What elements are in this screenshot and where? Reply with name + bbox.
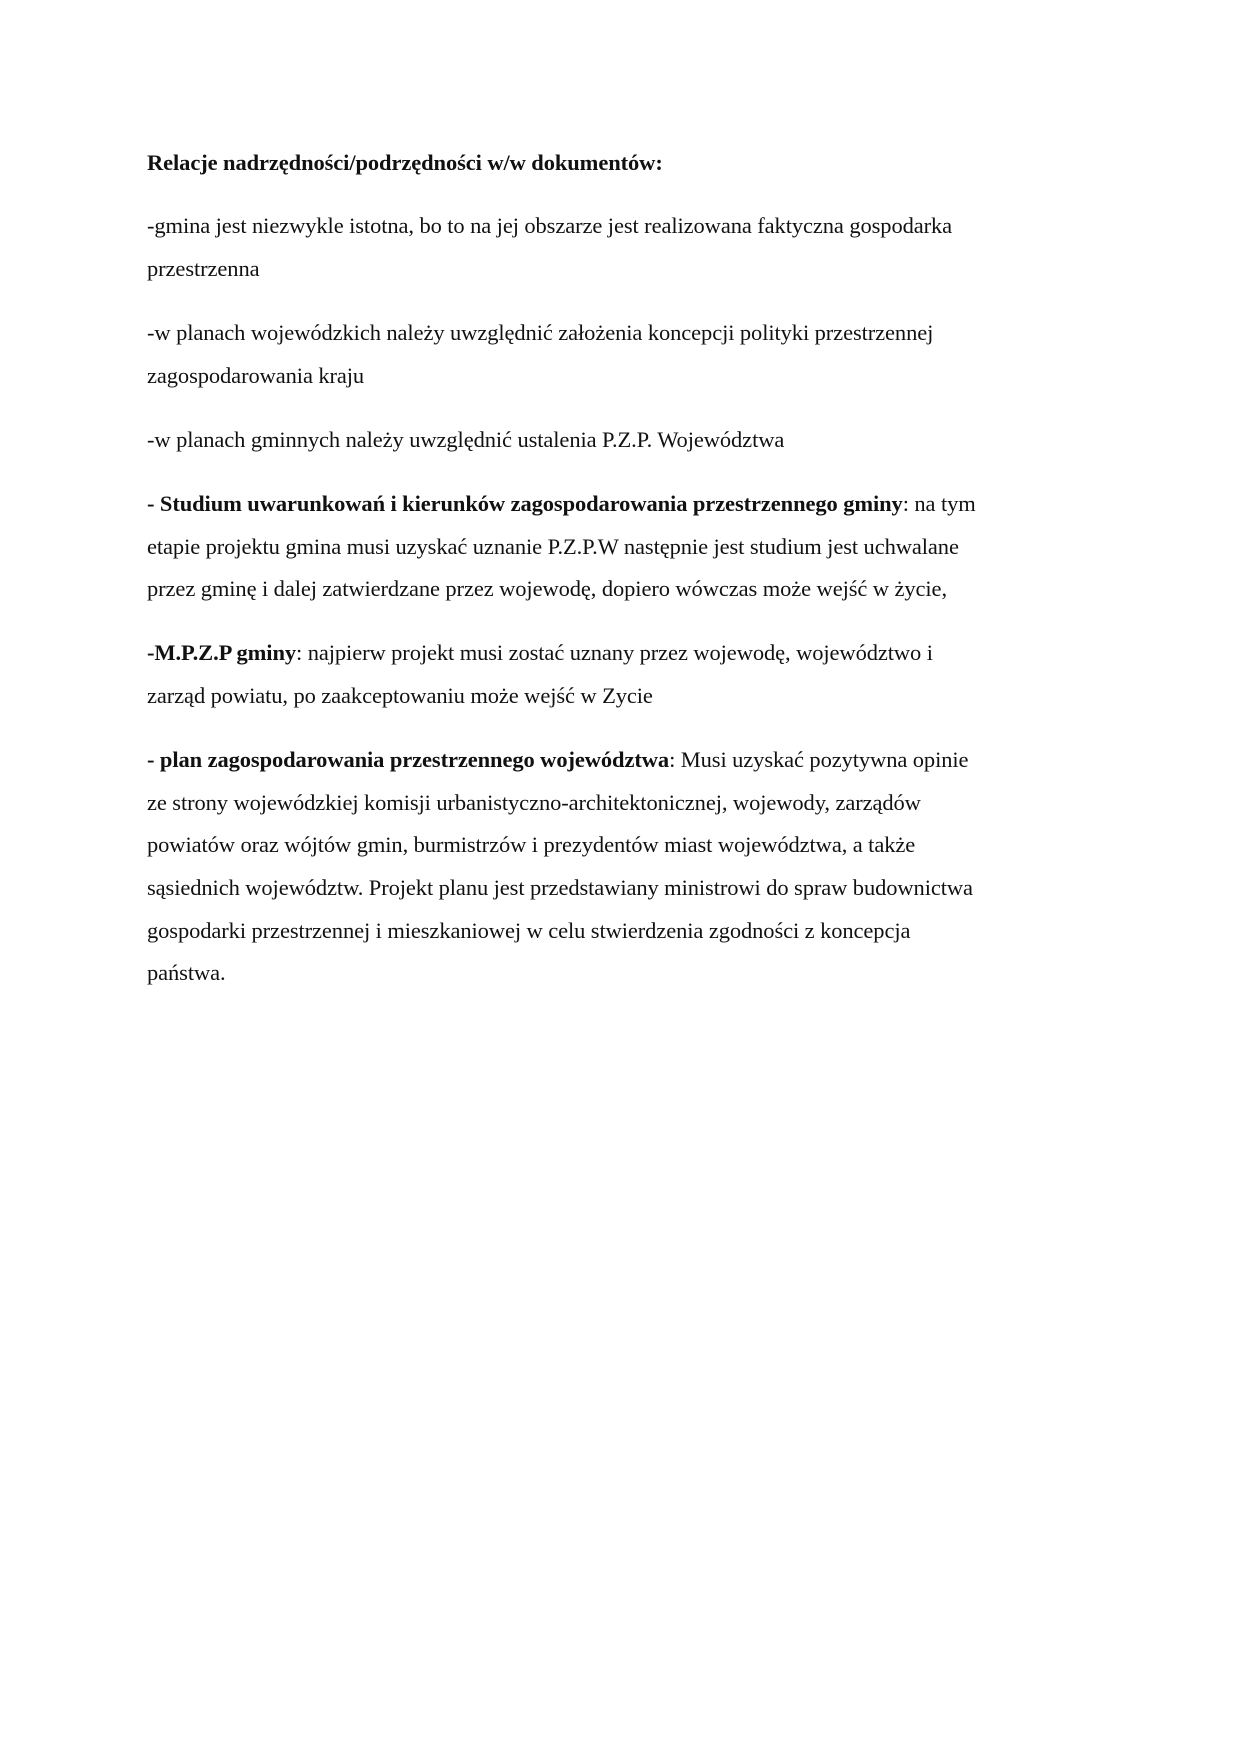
paragraph-line: powiatów oraz wójtów gmin, burmistrzów i prezydentów miast województwa, a także — [147, 832, 916, 857]
paragraph-text: : najpierw projekt musi zostać uznany przez wojewodę, województwo i — [296, 640, 933, 665]
document-heading: Relacje nadrzędności/podrzędności w/w dokumentów: — [147, 150, 663, 175]
paragraph-line — [147, 638, 933, 668]
paragraph-line: sąsiednich województw. Projekt planu jest przedstawiany ministrowi do spraw budownictwa — [147, 875, 973, 900]
paragraph-line: -w planach wojewódzkich należy uwzględnić założenia koncepcji polityki przestrzennej — [147, 320, 934, 345]
term-mpzp: -M.P.Z.P gminy — [147, 640, 297, 665]
paragraph-line: gospodarki przestrzennej i mieszkaniowej w celu stwierdzenia zgodności z koncepcja — [147, 918, 911, 943]
paragraph-line: zagospodarowania kraju — [147, 363, 365, 388]
paragraph-line: ze strony wojewódzkiej komisji urbanistyczno-architektonicznej, wojewody, zarządów — [147, 790, 921, 815]
paragraph-line: zarząd powiatu, po zaakceptowaniu może wejść w Zycie — [147, 683, 653, 708]
paragraph-line: przez gminę i dalej zatwierdzane przez wojewodę, dopiero wówczas może wejść w życie, — [147, 576, 947, 601]
paragraph-line: -gmina jest niezwykle istotna, bo to na jej obszarze jest realizowana faktyczna gospodarka — [147, 213, 953, 238]
paragraph-line — [147, 489, 976, 519]
term-plan-wojewodztwa: - plan zagospodarowania przestrzennego województwa — [147, 747, 670, 772]
term-studium: - Studium uwarunkowań i kierunków zagospodarowania przestrzennego gminy — [147, 491, 903, 516]
paragraph-line: etapie projektu gmina musi uzyskać uznanie P.Z.P.W następnie jest studium jest uchwalane — [147, 534, 959, 559]
paragraph-line — [147, 745, 968, 775]
paragraph-line: państwa. — [147, 960, 226, 985]
paragraph-text: : na tym — [902, 491, 976, 516]
paragraph-text: : Musi uzyskać pozytywna opinie — [669, 747, 969, 772]
paragraph-line: -w planach gminnych należy uwzględnić ustalenia P.Z.P. Województwa — [147, 427, 785, 452]
paragraph-line: przestrzenna — [147, 256, 260, 281]
